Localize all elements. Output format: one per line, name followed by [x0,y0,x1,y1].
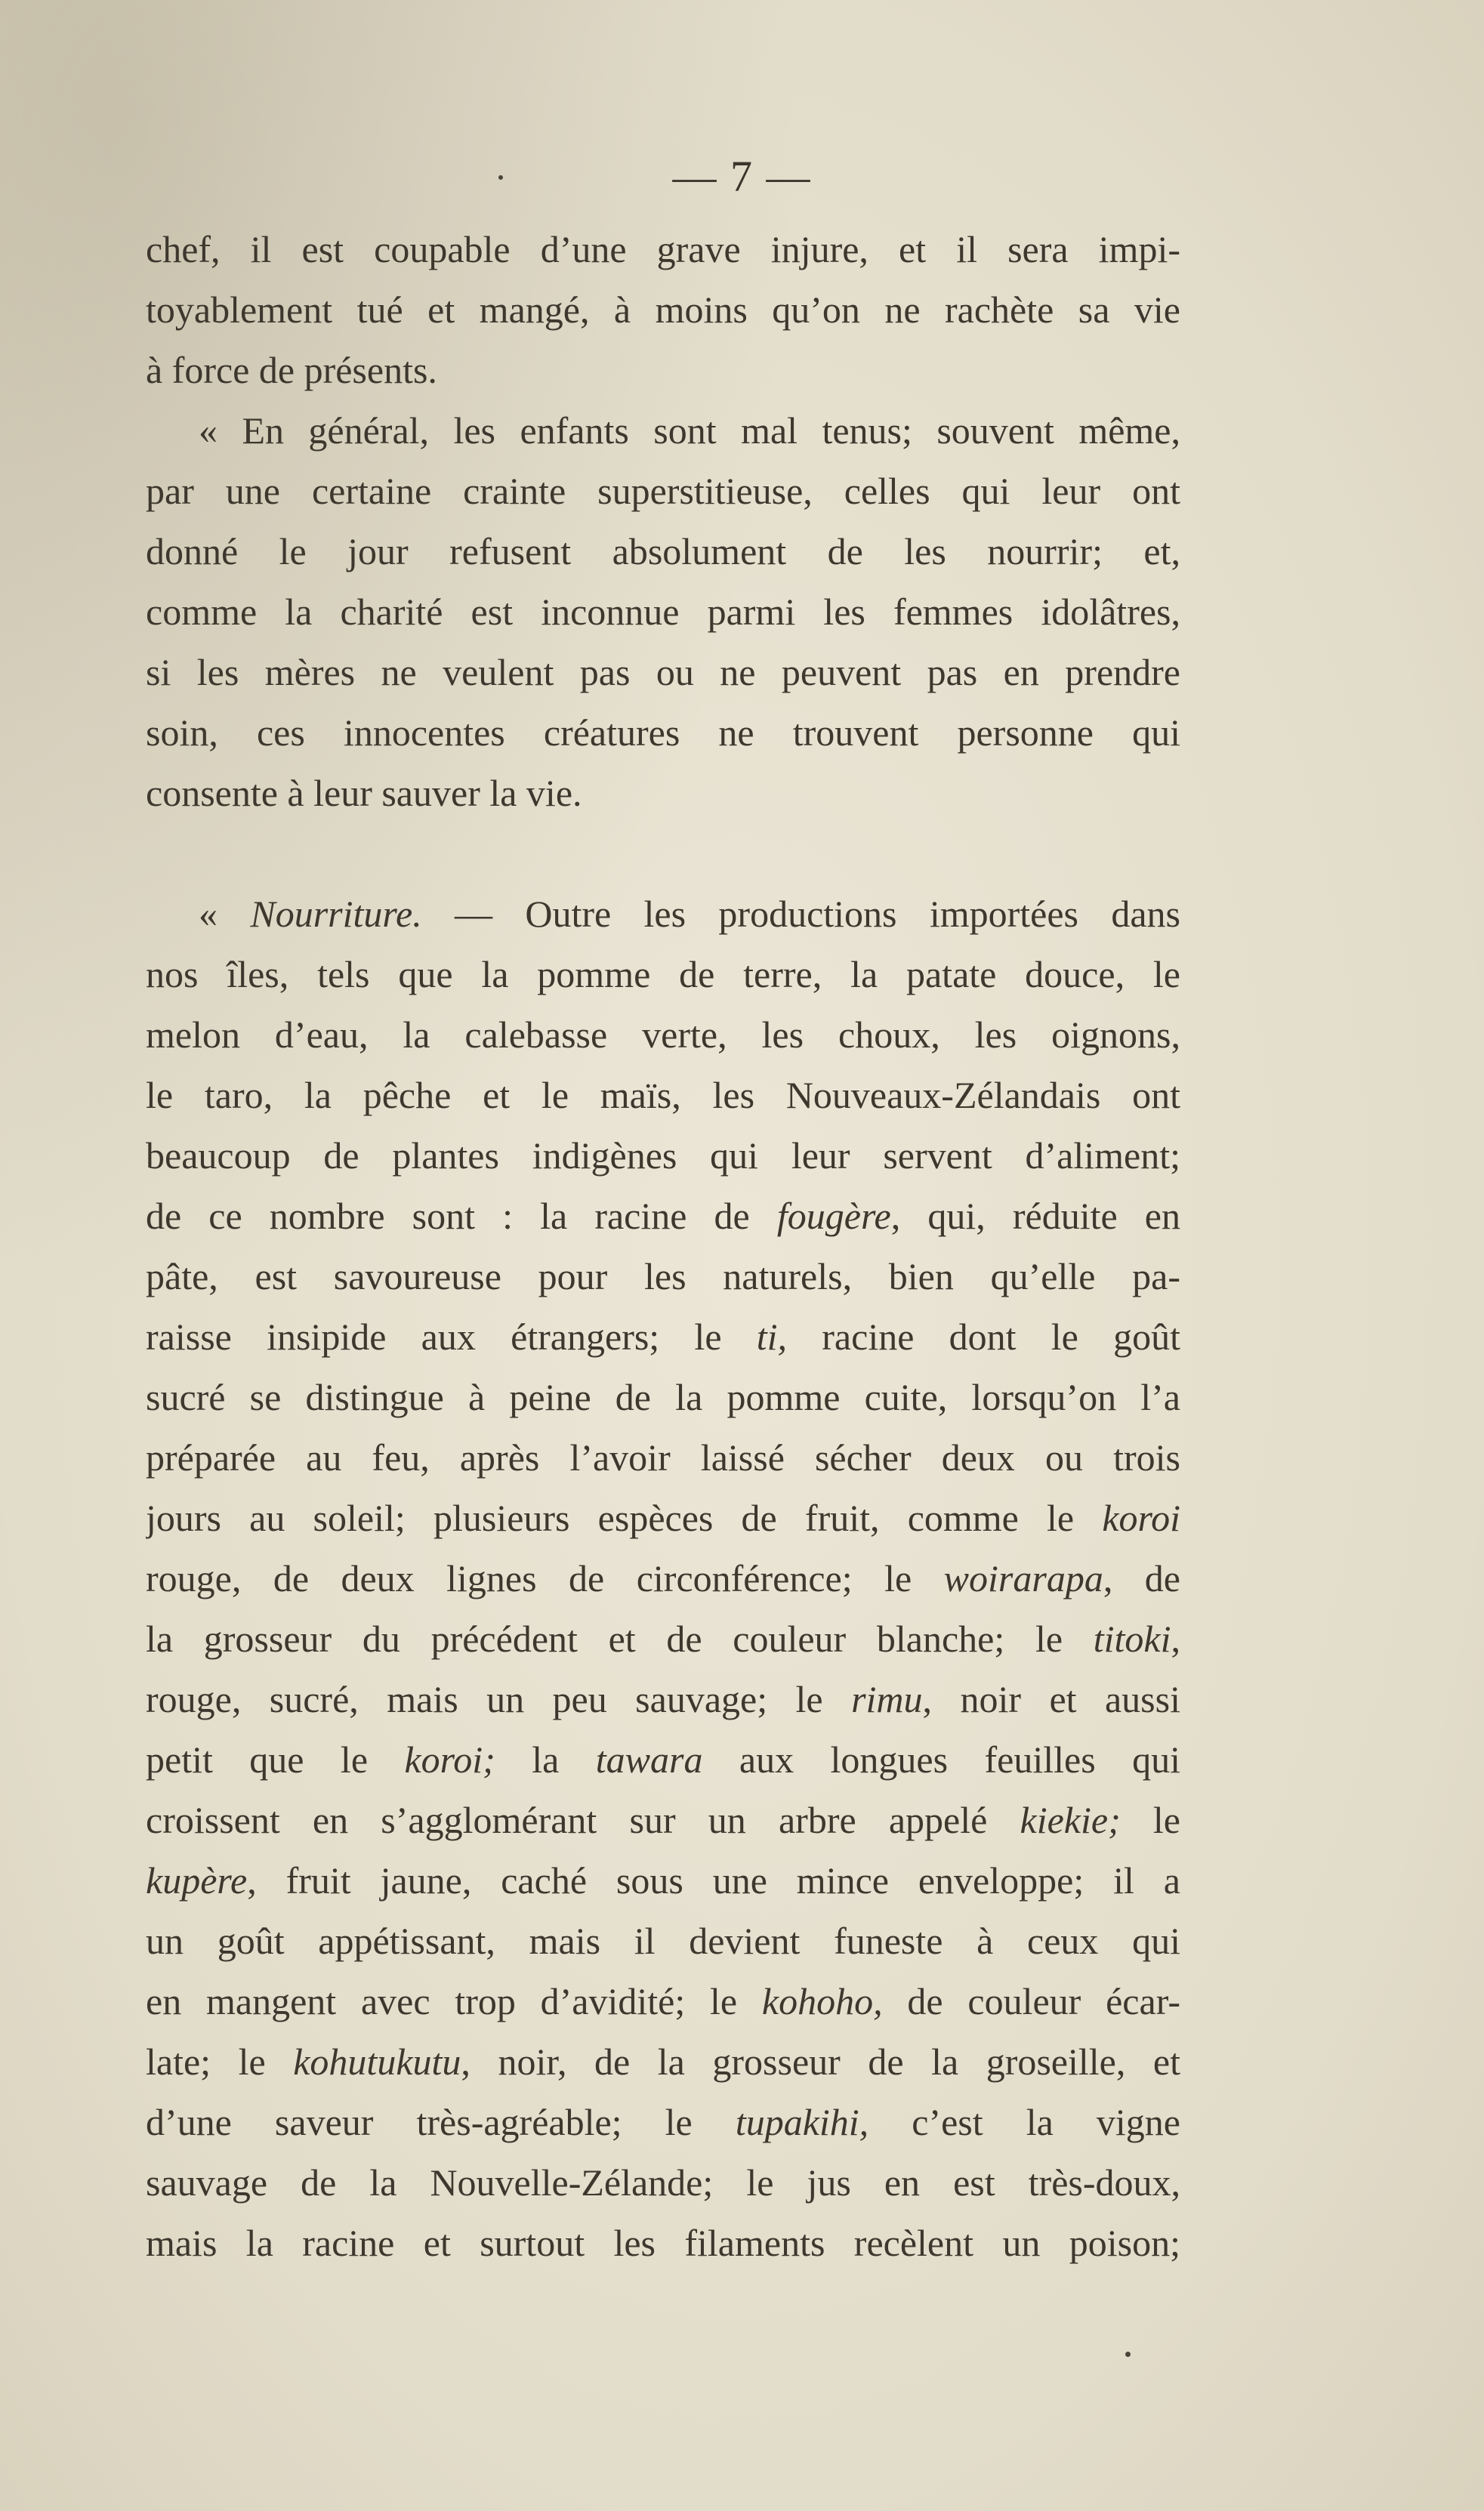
page-number: — 7 — [672,152,812,201]
text-line: sucré se distingue à peine de la pomme cuite, lorsqu’on l’a [146,1376,1180,1418]
text-line: par une certaine crainte superstitieuse, celles qui leur ont [146,470,1180,512]
text-line: pâte, est savoureuse pour les naturels, bien qu’elle pa- [146,1255,1180,1297]
text-line [146,1669,1180,1729]
text-fragment: rouge, de deux lignes de circonférence; le [146,1557,944,1599]
text-line: nos îles, tels que la pomme de terre, la patate douce, le [146,953,1180,995]
text-line: sauvage de la Nouvelle-Zélande; le jus en est très-doux, [146,2161,1180,2204]
text-fragment: le [1120,1799,1180,1841]
text-line [146,1488,1180,1548]
text-line [146,1306,1180,1367]
text-fragment: croissent en s’agglomérant sur un arbre appelé [146,1799,1020,1841]
plant-term: kiekie; [1020,1799,1121,1841]
text-fragment: , fruit jaune, caché sous une mince enveloppe; il a [247,1859,1180,1902]
text-line: donné le jour refusent absolument de les nourrir; et, [146,530,1180,572]
text-fragment: en mangent avec trop d’avidité; le [146,1980,762,2022]
text-fragment: , qui, réduite en [890,1195,1180,1237]
text-line [146,2092,1180,2152]
text-line: si les mères ne veulent pas ou ne peuvent pas en prendre [146,651,1180,693]
text-fragment: de ce nombre sont : la racine de [146,1195,777,1237]
text-line: mais la racine et surtout les filaments recèlent un poison; [146,2222,1180,2264]
text-line: préparée au feu, après l’avoir laissé sécher deux ou trois [146,1436,1180,1479]
text-line: un goût appétissant, mais il devient funeste à ceux qui [146,1920,1180,1962]
text-fragment: de couleur écar- [882,1980,1180,2022]
text-fragment: , noir, de la grosseur de la groseille, et [461,2041,1180,2083]
quote-mark: « [199,893,251,935]
text-line [146,884,1180,944]
text-line: le taro, la pêche et le maïs, les Nouveaux-Zélandais ont [146,1074,1180,1116]
plant-term: kohoho, [761,1980,883,2022]
text-fragment: petit que le [146,1738,405,1781]
text-fragment: late; le [146,2041,294,2083]
text-fragment: rouge, sucré, mais un peu sauvage; le [146,1678,852,1720]
plant-term: koroi; [404,1738,495,1781]
text-line: toyablement tué et mangé, à moins qu’on ne rachète sa vie [146,288,1180,331]
text-line [146,1790,1180,1850]
text-line: à force de présents. [146,349,437,391]
plant-term: kohutukutu [293,2041,461,2083]
text-line [146,2031,1180,2092]
plant-term: titoki [1093,1618,1171,1660]
text-fragment: jours au soleil; plusieurs espèces de fruit, comme le [146,1497,1103,1539]
text-line [146,1729,1180,1790]
plant-term: ti, [756,1316,788,1358]
text-fragment: la [495,1738,596,1781]
text-line: soin, ces innocentes créatures ne trouvent personne qui [146,711,1180,754]
text-line [146,1971,1180,2031]
text-fragment: racine dont le goût [787,1316,1180,1358]
text-fragment: raisse insipide aux étrangers; le [146,1316,757,1358]
plant-term: woirarapa [943,1557,1103,1599]
text-fragment: aux longues feuilles qui [702,1738,1180,1781]
text-line: consente à leur sauver la vie. [146,772,582,814]
text-fragment: , [1171,1618,1180,1660]
text-fragment: c’est la vigne [868,2101,1180,2143]
text-fragment: , noir et aussi [922,1678,1180,1720]
ink-speck [1125,2352,1131,2357]
text-line [146,1186,1180,1246]
plant-term: koroi [1102,1497,1180,1539]
section-heading: Nourriture. [250,893,422,935]
text-line: « En général, les enfants sont mal tenus; souvent même, [199,409,1180,452]
text-line: beaucoup de plantes indigènes qui leur servent d’aliment; [146,1134,1180,1177]
body-text [146,219,1180,2273]
plant-term: fougère [776,1195,891,1237]
text-fragment: , de [1103,1557,1180,1599]
plant-term: kupère [146,1859,248,1902]
plant-term: tupakihi, [735,2101,869,2143]
text-line: comme la charité est inconnue parmi les femmes idolâtres, [146,591,1180,633]
text-fragment: — Outre les productions importées dans [421,893,1180,935]
plant-term: rimu [851,1678,923,1720]
text-line [146,1609,1180,1669]
text-line: chef, il est coupable d’une grave injure, et il sera impi- [146,228,1180,270]
text-line [146,1548,1180,1609]
text-fragment: d’une saveur très-agréable; le [146,2101,736,2143]
text-line: melon d’eau, la calebasse verte, les choux, les oignons, [146,1013,1180,1056]
plant-term: tawara [595,1738,703,1781]
paragraph-gap [146,823,1180,884]
text-line [146,1850,1180,1911]
text-fragment: la grosseur du précédent et de couleur blanche; le [146,1618,1094,1660]
